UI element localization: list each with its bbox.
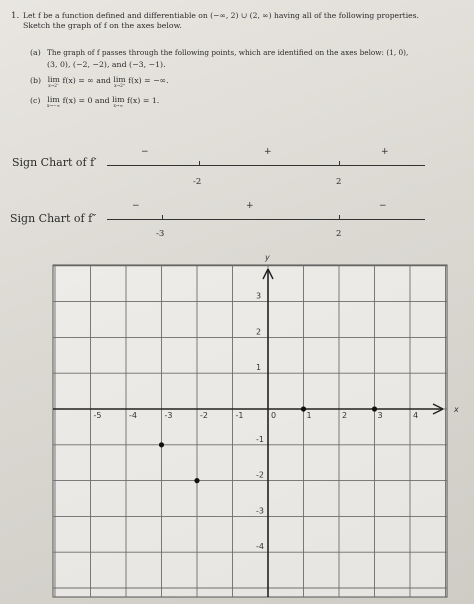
fprime-sign-2: + <box>264 147 272 157</box>
y-axis-label: y <box>265 253 270 262</box>
y-tick-label: 1 <box>256 363 262 373</box>
part-c-label: (c) <box>30 96 41 105</box>
plot-point <box>194 478 199 483</box>
fdouble-sign-2: + <box>246 201 254 211</box>
x-tick-label: -1 <box>235 411 244 420</box>
fdouble-sign-3: − <box>379 201 387 211</box>
part-b-lim-1-sub: x→2⁻ <box>48 84 60 89</box>
fprime-sign-chart-label: Sign Chart of f′ <box>12 156 97 169</box>
y-tick-label: -3 <box>256 506 264 516</box>
part-b-lim-2-sub: x→2⁺ <box>114 84 126 89</box>
plot-point <box>372 406 377 411</box>
x-tick-label: -3 <box>164 411 173 420</box>
fdouble-sign-chart-label: Sign Chart of f″ <box>10 212 97 225</box>
x-tick-label: -2 <box>200 411 208 420</box>
fdouble-point-1: -3 <box>156 229 165 239</box>
x-tick-label: 2 <box>342 411 348 420</box>
fprime-sign-1: − <box>141 147 149 157</box>
x-tick-label: 1 <box>306 411 312 420</box>
fdouble-sign-1: − <box>132 201 140 211</box>
fprime-point-2: 2 <box>336 177 342 187</box>
y-tick-label: -1 <box>256 434 264 444</box>
plot-point <box>159 442 164 447</box>
part-a-line-2: (3, 0), (−2, −2), and (−3, −1). <box>47 60 166 69</box>
x-tick-label: -4 <box>129 411 137 420</box>
x-tick-label: -5 <box>93 411 102 420</box>
x-tick-label: 3 <box>377 411 383 420</box>
part-a-label: (a) <box>30 48 41 57</box>
part-b-text-2: f(x) = −∞. <box>128 76 169 85</box>
x-tick-label: 0 <box>271 411 277 420</box>
part-c-lim-1-sub: x→−∞ <box>46 104 61 109</box>
part-c-lim-2: lim <box>112 95 125 104</box>
part-c-lim-1: lim <box>47 95 60 104</box>
part-b-label: (b) <box>30 76 42 85</box>
part-b-lim-1: lim <box>47 75 60 84</box>
y-tick-label: -2 <box>256 470 264 480</box>
fprime-sign-3: + <box>381 147 389 157</box>
y-tick-label: 3 <box>256 291 262 301</box>
problem-number: 1. <box>11 11 20 21</box>
grid-frame <box>53 265 447 597</box>
part-b-lim-2: lim <box>113 75 126 84</box>
y-tick-label: 2 <box>256 327 262 337</box>
problem-intro-line-1: Let f be a function defined and differentiable on (−∞, 2) ∪ (2, ∞) having all of the following properties. <box>23 11 419 20</box>
problem-intro-line-2: Sketch the graph of f on the axes below. <box>23 21 182 30</box>
part-b-text-1: f(x) = ∞ and <box>62 76 111 85</box>
part-c-text-1: f(x) = 0 and <box>62 96 110 105</box>
y-tick-label: -4 <box>256 542 264 552</box>
fprime-point-1: -2 <box>193 177 202 187</box>
x-axis-label: x <box>454 405 459 414</box>
part-a-line-1: The graph of f passes through the following points, which are identified on the axes below: (1, 0), <box>47 48 409 57</box>
plot-point <box>301 406 306 411</box>
part-c-lim-2-sub: x→∞ <box>113 104 124 109</box>
part-c-text-2: f(x) = 1. <box>126 96 160 105</box>
fdouble-point-2: 2 <box>336 229 342 239</box>
x-tick-label: 4 <box>413 411 419 420</box>
